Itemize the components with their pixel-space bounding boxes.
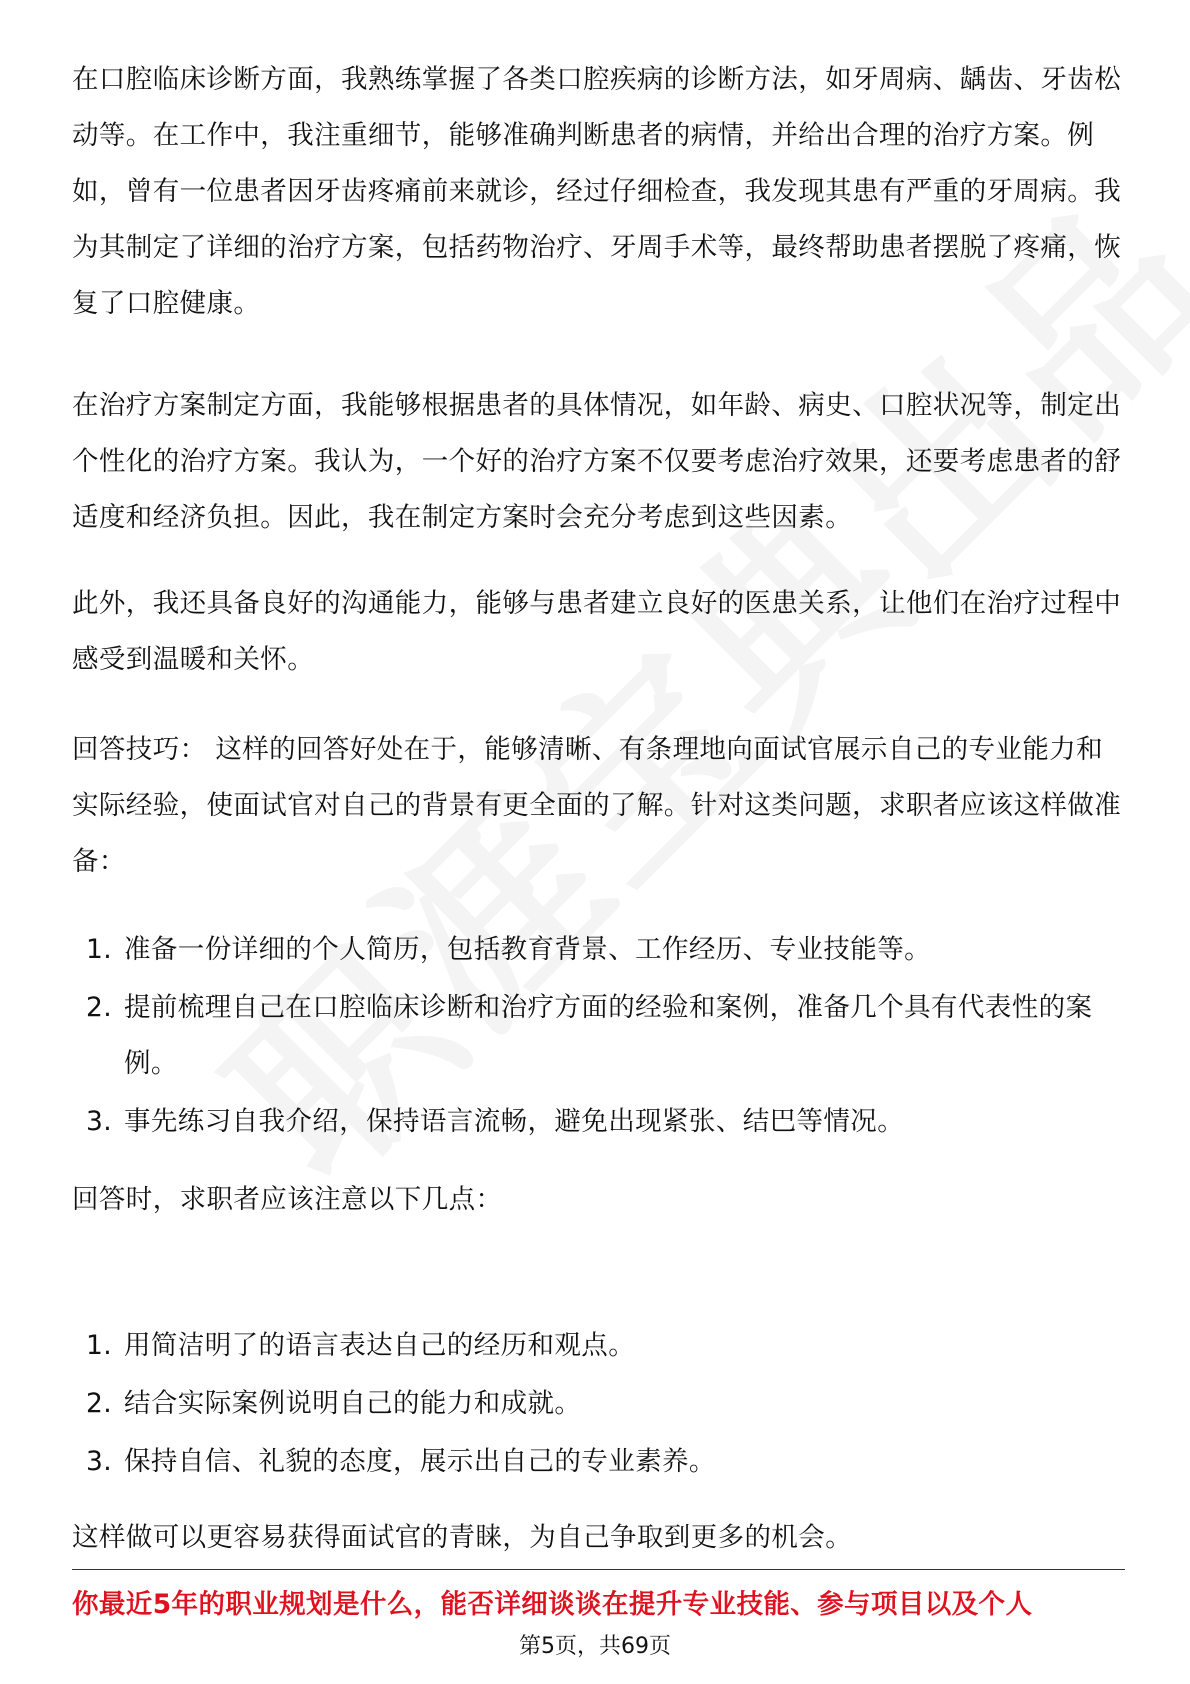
list-item (72, 1094, 1122, 1150)
list-item-text: 准备一份详细的个人简历，包括教育背景、工作经历、专业技能等。 (124, 934, 931, 965)
list-item (72, 1376, 1122, 1432)
list-item-number: 1. (86, 1330, 113, 1361)
page-number: 第5页，共69页 (519, 1634, 671, 1659)
list-item (72, 980, 1122, 1092)
preparation-list (72, 922, 1122, 1152)
list-item-text: 提前梳理自己在口腔临床诊断和治疗方面的经验和案例，准备几个具有代表性的案例。 (124, 992, 1093, 1079)
list-item-number: 3. (86, 1446, 113, 1477)
paragraph-clinical-diagnosis: 在口腔临床诊断方面，我熟练掌握了各类口腔疾病的诊断方法，如牙周病、龋齿、牙齿松动等。在工作中，我注重细节，能够准确判断患者的病情，并给出合理的治疗方案。例如，曾有一位患者因牙齿疼痛前来就诊，经过仔细检查，我发现其患有严重的牙周病。我为其制定了详细的治疗方案，包括药物治疗、牙周手术等，最终帮助患者摆脱了疼痛，恢复了口腔健康。 (72, 64, 1122, 319)
paragraph-attention-points: 回答时，求职者应该注意以下几点： (72, 1184, 503, 1215)
paragraph-conclusion: 这样做可以更容易获得面试官的青睐，为自己争取到更多的机会。 (72, 1522, 853, 1553)
list-item-text: 保持自信、礼貌的态度，展示出自己的专业素养。 (124, 1446, 716, 1477)
list-item (72, 922, 1122, 978)
list-item-text: 事先练习自我介绍，保持语言流畅，避免出现紧张、结巴等情况。 (124, 1106, 905, 1137)
list-item-text: 结合实际案例说明自己的能力和成就。 (124, 1388, 582, 1419)
list-item-text: 用简洁明了的语言表达自己的经历和观点。 (124, 1330, 636, 1361)
list-item-number: 3. (86, 1106, 113, 1137)
paragraph-treatment-plan: 在治疗方案制定方面，我能够根据患者的具体情况，如年龄、病史、口腔状况等，制定出个性化的治疗方案。我认为，一个好的治疗方案不仅要考虑治疗效果，还要考虑患者的舒适度和经济负担。因此，我在制定方案时会充分考虑到这些因素。 (72, 390, 1122, 533)
list-item (72, 1318, 1122, 1374)
list-item-number: 1. (86, 934, 113, 965)
next-question-heading: 你最近5年的职业规划是什么，能否详细谈谈在提升专业技能、参与项目以及个人 (72, 1589, 1033, 1620)
paragraph-answer-tips: 回答技巧： 这样的回答好处在于，能够清晰、有条理地向面试官展示自己的专业能力和实际经验，使面试官对自己的背景有更全面的了解。针对这类问题，求职者应该这样做准备： (72, 734, 1122, 877)
attention-list (72, 1318, 1122, 1492)
list-item-number: 2. (86, 1388, 113, 1419)
paragraph-communication: 此外，我还具备良好的沟通能力，能够与患者建立良好的医患关系，让他们在治疗过程中感受到温暖和关怀。 (72, 588, 1122, 675)
list-item-number: 2. (86, 992, 113, 1023)
list-item (72, 1434, 1122, 1490)
section-divider (72, 1569, 1125, 1570)
